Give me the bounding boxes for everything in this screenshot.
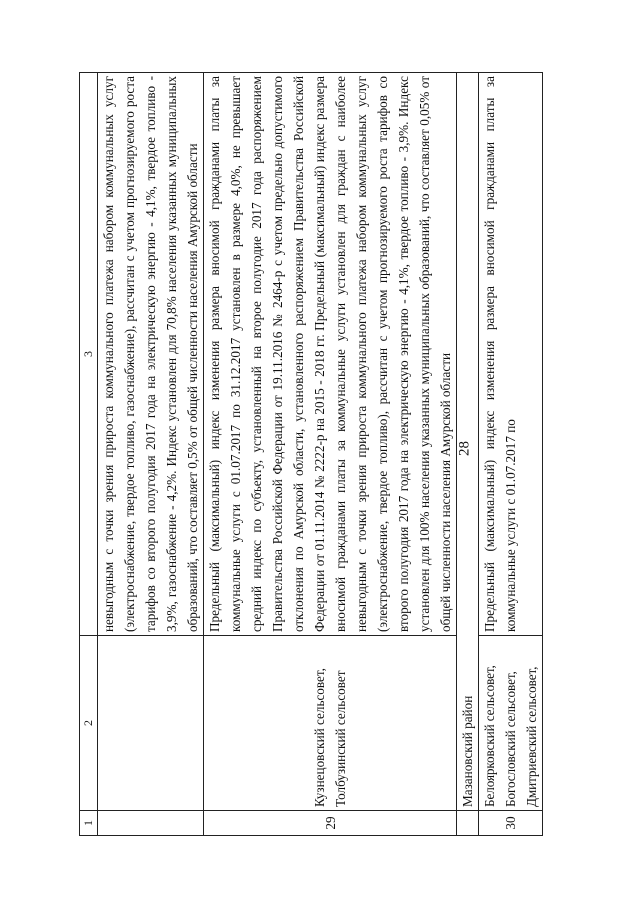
page-number: 28	[456, 441, 473, 456]
table-row	[479, 73, 543, 836]
row-number: 29	[204, 811, 457, 836]
table-header-row	[80, 73, 98, 836]
row-number	[98, 811, 204, 836]
rotated-table-container	[79, 76, 539, 836]
index-description: невыгодным с точки зрения прироста коммунального платежа набором коммунальных услуг (электроснабжение, твердое топливо, газоснабжение), рассчитан с учетом прогнозируемого роста тарифов со второго полугодия 2017 года на электрическую энергию - 4,1%, твердое топливо - 3,9%, газоснабжение - 4,2%. Индекс установлен для 70,8% населения указанных муниципальных образований, что составляет 0,5% от общей численности населения Амурской области	[98, 73, 204, 636]
header-col-2: 2	[80, 636, 98, 811]
row-number: 30	[479, 811, 543, 836]
table-row	[204, 73, 457, 836]
index-description: Предельный (максимальный) индекс изменения размера вносимой гражданами платы за коммунальные услуги с 01.07.2017 по	[479, 73, 543, 636]
section-row	[457, 73, 479, 836]
header-col-3: 3	[80, 73, 98, 636]
municipality-names: Белоярковский сельсовет, Богословский сельсовет, Дмитриевский сельсовет,	[479, 636, 543, 811]
tariff-index-table	[79, 72, 543, 836]
header-col-1: 1	[80, 811, 98, 836]
table-row	[98, 73, 204, 836]
section-empty-cell	[457, 811, 479, 836]
municipality-names: Кузнецовский сельсовет, Толбузинский сельсовет	[204, 636, 457, 811]
district-section-title: Мазановский район	[457, 73, 479, 811]
municipality-names	[98, 636, 204, 811]
index-description: Предельный (максимальный) индекс изменения размера вносимой гражданами платы за коммунальные услуги с 01.07.2017 по 31.12.2017 установлен в размере 4,0%, не превышает средний индекс по субъекту, установленный на второе полугодие 2017 года распоряжением Правительства Российской Федерации от 19.11.2016 № 2464-р с учетом предельно допустимого отклонения по Амурской области, установленного распоряжением Правительства Российской Федерации от 01.11.2014 № 2222-р на 2015 - 2018 гг. Предельный (максимальный) индекс размера вносимой гражданами платы за коммунальные услуги установлен для граждан с наиболее невыгодным с точки зрения прироста коммунального платежа набором коммунальных услуг (электроснабжение, твердое топливо), рассчитан с учетом прогнозируемого роста тарифов со второго полугодия 2017 года на электрическую энергию - 4,1%, твердое топливо - 3,9%. Индекс установлен для 100% населения указанных муниципальных образований, что составляет 0,05% от общей численности населения Амурской области	[204, 73, 457, 636]
